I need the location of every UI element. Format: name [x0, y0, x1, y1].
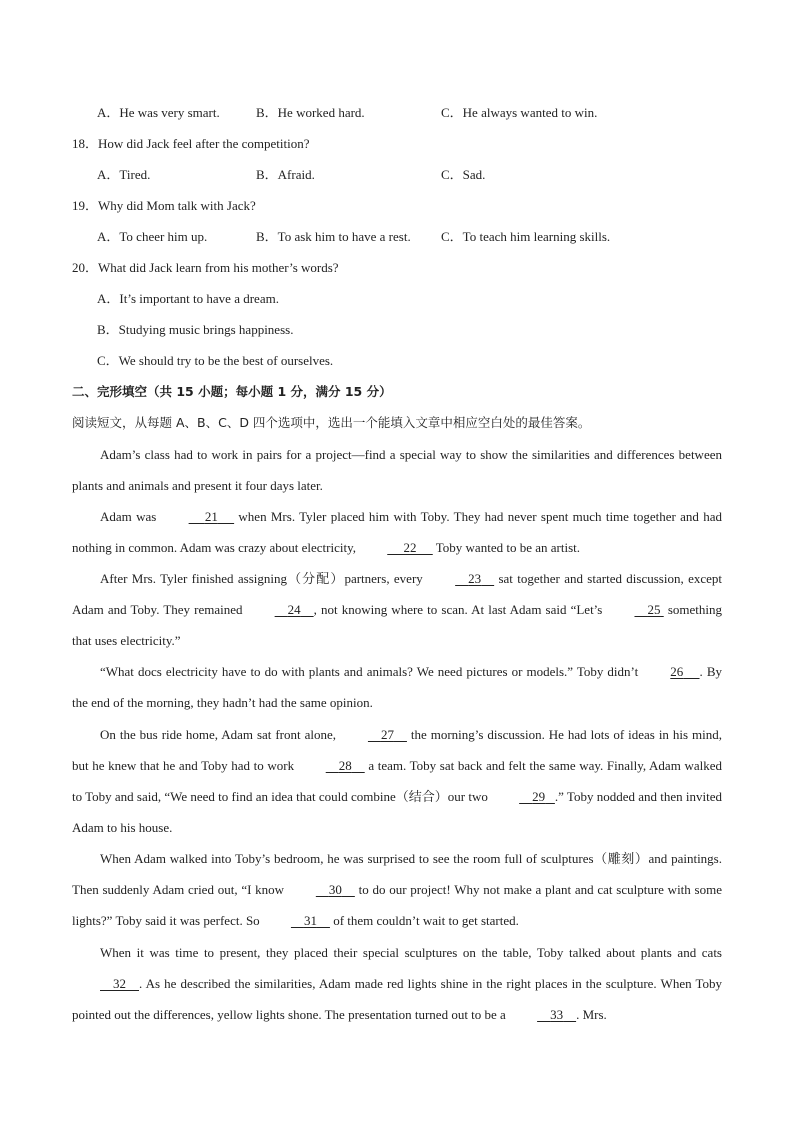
blank-31: 31 — [303, 913, 317, 928]
blank-33: 33 — [550, 1007, 564, 1022]
q20-stem: 20．What did Jack learn from his mother’s words? — [72, 260, 339, 275]
blank-23: 23 — [468, 571, 482, 586]
passage-text: to do our project! Why not make a plant and cat sculpture with some lights?” Toby said it was perfect. So — [72, 882, 722, 928]
q18-option-a: A．Tired. — [97, 167, 151, 182]
passage-text: Adam’s class had to work in pairs for a project—find a special way to show the similarities and differences between plants and animals and present it four days later. — [72, 447, 722, 493]
blank-28: 28 — [338, 758, 352, 773]
passage-paragraph-3 — [72, 563, 722, 656]
passage-text: “What docs electricity have to do with plants and animals? We need pictures or models.” Toby didn’t — [100, 664, 643, 679]
q20-option-a: A．It’s important to have a dream. — [97, 291, 279, 306]
q17-option-a: A．He was very smart. — [97, 105, 220, 120]
q18-option-c: C．Sad. — [441, 167, 486, 182]
passage-paragraph-1 — [72, 439, 722, 501]
passage-text: . Mrs. — [576, 1007, 607, 1022]
passage-paragraph-6 — [72, 843, 722, 936]
section-title: 二、完形填空（共 15 小题；每小题 1 分，满分 15 分） — [72, 384, 392, 399]
section-instruction: 阅读短文，从每题 A、B、C、D 四个选项中，选出一个能填入文章中相应空白处的最佳答案。 — [72, 415, 591, 430]
passage-text: a team. Toby sat back and felt the same way. Finally, Adam walked to Toby and said, “We need to find an idea that could combine（结合）our two — [72, 758, 722, 804]
blank-26: 26 — [670, 664, 684, 679]
passage-text: .” Toby nodded and then invited Adam to his house. — [72, 789, 722, 835]
q17-option-b: B．He worked hard. — [256, 105, 365, 120]
passage-text: . As he described the similarities, Adam made red lights shine in the right places in the sculpture. When Toby pointed out the differences, yellow lights shone. The presentation turned out to be a — [72, 976, 722, 1022]
passage-text: of them couldn’t wait to get started. — [329, 913, 519, 928]
blank-22: 22 — [403, 540, 417, 555]
passage-text: When it was time to present, they placed their special sculptures on the table, Toby talked about plants and cats — [100, 945, 722, 960]
passage-paragraph-5 — [72, 719, 722, 843]
blank-24: 24 — [287, 602, 301, 617]
q19-option-c: C．To teach him learning skills. — [441, 229, 611, 244]
passage-text: sat together and started discussion, except Adam and Toby. They remained — [72, 571, 722, 617]
q20-option-c: C．We should try to be the best of ourselves. — [97, 353, 334, 368]
passage-paragraph-2 — [72, 501, 722, 563]
passage-text: the morning’s discussion. He had lots of ideas in his mind, but he knew that he and Toby had to work — [72, 727, 722, 773]
passage-text: Toby wanted to be an artist. — [432, 540, 580, 555]
q19-option-a: A．To cheer him up. — [97, 229, 208, 244]
passage-paragraph-4 — [72, 656, 722, 718]
q19-stem: 19．Why did Mom talk with Jack? — [72, 198, 256, 213]
passage-text: After Mrs. Tyler finished assigning（分配）partners, every — [100, 571, 428, 586]
passage-paragraph-7 — [72, 937, 722, 1030]
passage-text: something that uses electricity.” — [72, 602, 722, 648]
q19-option-b: B．To ask him to have a rest. — [256, 229, 411, 244]
q18-option-b: B．Afraid. — [256, 167, 315, 182]
blank-30: 30 — [328, 882, 342, 897]
blank-27: 27 — [380, 727, 394, 742]
blank-21: 21 — [204, 509, 218, 524]
q20-option-b: B．Studying music brings happiness. — [97, 322, 294, 337]
passage-text: Adam was — [100, 509, 161, 524]
passage-text: when Mrs. Tyler placed him with Toby. They had never spent much time together and had nothing in common. Adam was crazy about electricity, — [72, 509, 722, 555]
blank-29: 29 — [532, 789, 546, 804]
blank-32: 32 — [113, 976, 126, 991]
passage-text: When Adam walked into Toby’s bedroom, he was surprised to see the room full of sculptures（雕刻）and paintings. Then suddenly Adam cried out, “I know — [72, 851, 722, 897]
passage-text: On the bus ride home, Adam sat front alone, — [100, 727, 340, 742]
passage-text: , not knowing where to scan. At last Adam said “Let’s — [313, 602, 607, 617]
passage-text: . By the end of the morning, they hadn’t had the same opinion. — [72, 664, 722, 710]
q17-option-c: C．He always wanted to win. — [441, 105, 598, 120]
blank-25: 25 — [647, 602, 661, 617]
q18-stem: 18．How did Jack feel after the competition? — [72, 136, 310, 151]
